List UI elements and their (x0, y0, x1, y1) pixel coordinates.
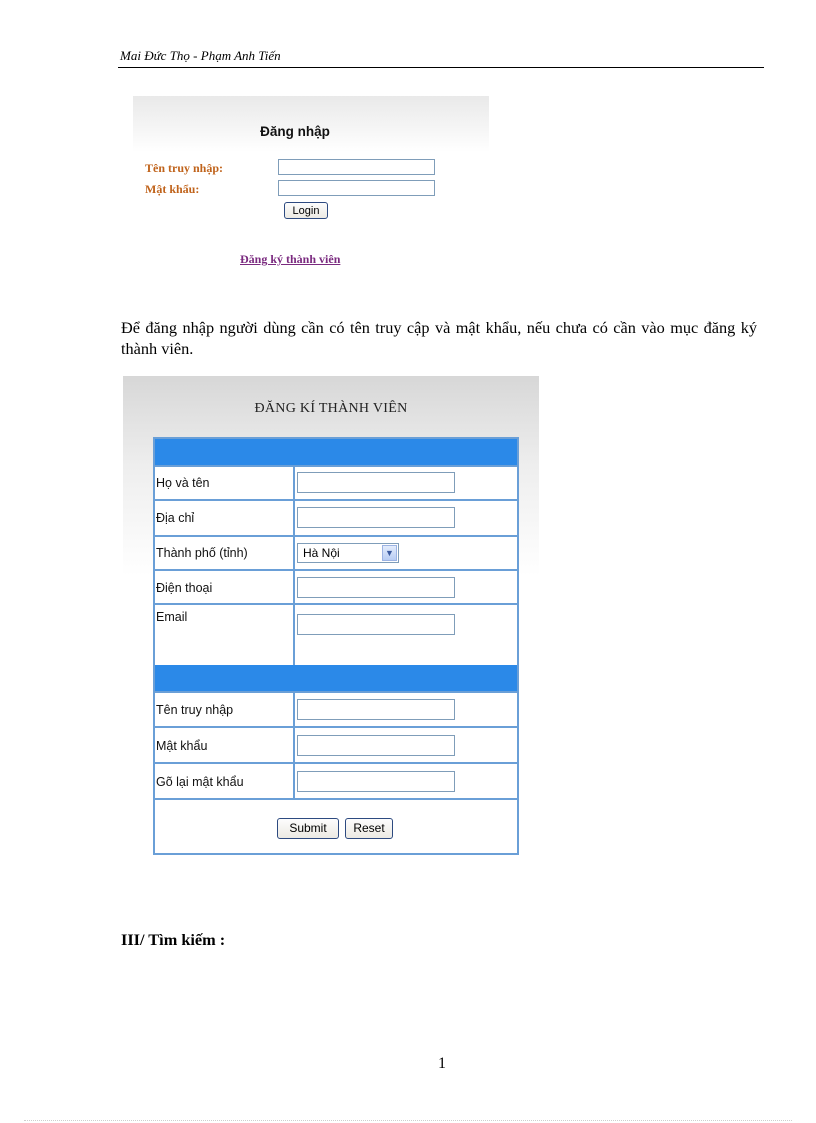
column-divider (293, 465, 295, 665)
phone-label: Điện thoại (156, 581, 213, 595)
password-label: Mật khẩu (156, 739, 208, 753)
city-select-value: Hà Nội (303, 546, 340, 560)
username-input[interactable] (278, 159, 435, 175)
chevron-down-icon[interactable]: ▼ (382, 545, 397, 561)
confirm-password-label: Gõ lại mật khẩu (156, 775, 244, 789)
row-divider (155, 569, 517, 571)
register-link[interactable]: Đăng ký thành viên (240, 252, 341, 266)
address-label: Địa chỉ (156, 511, 195, 525)
confirm-password-input[interactable] (297, 771, 455, 792)
registration-form-screenshot (123, 376, 539, 860)
login-button[interactable]: Login (284, 202, 328, 219)
phone-input[interactable] (297, 577, 455, 598)
login-form-screenshot (133, 96, 489, 274)
password-input[interactable] (278, 180, 435, 196)
table-section-band (155, 665, 517, 691)
column-divider (293, 691, 295, 798)
full-name-label: Họ và tên (156, 476, 210, 490)
header-divider (118, 67, 764, 68)
row-divider (155, 762, 517, 764)
row-divider (155, 465, 517, 467)
page-header-authors: Mai Đức Thọ - Phạm Anh Tiến (120, 48, 281, 63)
table-header-band (155, 439, 517, 465)
login-title: Đăng nhập (260, 124, 330, 139)
submit-button[interactable]: Submit (277, 818, 339, 839)
row-divider (155, 798, 517, 800)
reset-button[interactable]: Reset (345, 818, 393, 839)
body-paragraph: Để đăng nhập người dùng cần có tên truy cập và mật khẩu, nếu chưa có cần vào mục đăng ký thành viên. (121, 318, 757, 358)
email-label: Email (156, 610, 188, 624)
row-divider (155, 535, 517, 537)
city-label: Thành phố (tỉnh) (156, 546, 248, 560)
password-input[interactable] (297, 735, 455, 756)
row-divider (155, 603, 517, 605)
email-input[interactable] (297, 614, 455, 635)
city-select[interactable] (297, 543, 399, 563)
row-divider (155, 691, 517, 693)
username-label: Tên truy nhập: (145, 161, 224, 175)
registration-title: ĐĂNG KÍ THÀNH VIÊN (254, 401, 408, 416)
username-label: Tên truy nhập (156, 703, 234, 717)
full-name-input[interactable] (297, 472, 455, 493)
registration-table (153, 437, 519, 855)
row-divider (155, 726, 517, 728)
username-input[interactable] (297, 699, 455, 720)
password-label: Mật khẩu: (145, 182, 200, 196)
row-divider (155, 499, 517, 501)
page-number: 1 (438, 1055, 446, 1072)
address-input[interactable] (297, 507, 455, 528)
page-bottom-border (24, 1120, 792, 1121)
section-heading: III/ Tìm kiếm : (121, 930, 226, 949)
